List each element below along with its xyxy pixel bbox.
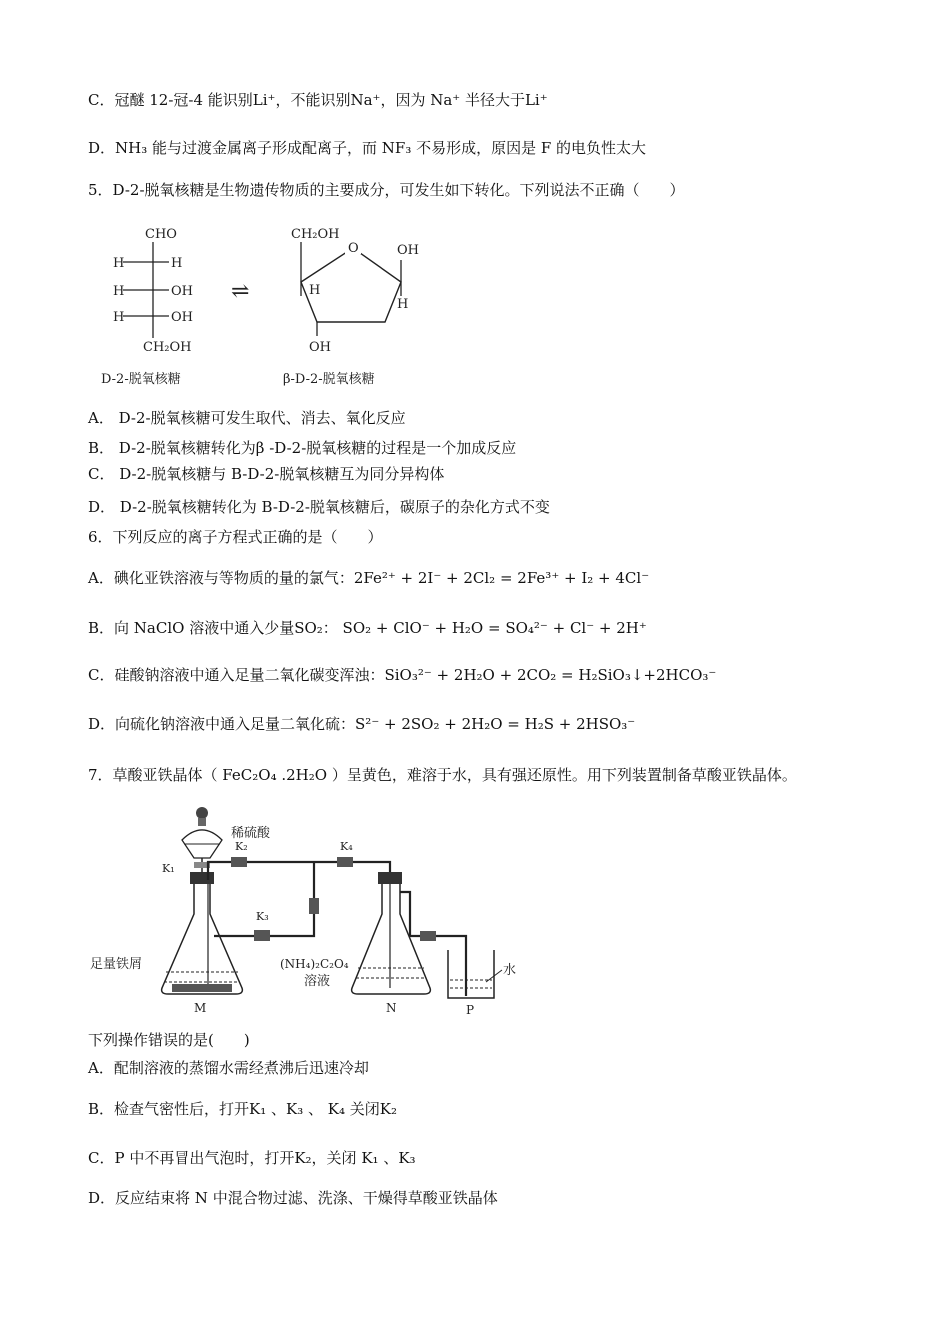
q6-option-d: D．向硫化钠溶液中通入足量二氧化硫：S²⁻ + 2SO₂ + 2H₂O = H₂S + 2HSO₃⁻ (88, 715, 636, 733)
fischer-h4: H (113, 310, 125, 325)
fischer-oh3: OH (171, 284, 193, 299)
ring-oxygen: O (348, 241, 359, 256)
q7-stem: 7．草酸亚铁晶体（ FeC₂O₄ .2H₂O ）呈黄色，难溶于水，具有强还原性。用下列装置制备草酸亚铁晶体。 (88, 766, 797, 784)
fischer-h3: H (113, 284, 125, 299)
q6-stem: 6．下列反应的离子方程式正确的是（ ） (88, 528, 383, 546)
q7-option-d: D．反应结束将 N 中混合物过滤、洗涤、干燥得草酸亚铁晶体 (88, 1189, 498, 1207)
q4-option-d: D．NH₃ 能与过渡金属离子形成配离子，而 NF₃ 不易形成，原因是 F 的电负性太大 (88, 139, 647, 157)
label-iron-filings: 足量铁屑 (90, 957, 143, 972)
label-m: M (194, 1001, 207, 1015)
q6-option-a: A．碘化亚铁溶液与等物质的量的氯气：2Fe²⁺ + 2I⁻ + 2Cl₂ = 2Fe³⁺ + I₂ + 4Cl⁻ (88, 569, 650, 587)
label-p: P (466, 1003, 475, 1017)
caption-beta-d2-deoxyribose: β-D-2-脱氧核糖 (283, 372, 375, 387)
q7-option-c: C．P 中不再冒出气泡时，打开K₂，关闭 K₁ 、K₃ (88, 1149, 416, 1167)
ring-h-right: H (397, 297, 409, 312)
q5-option-d: D． D-2-脱氧核糖转化为 B-D-2-脱氧核糖后，碳原子的杂化方式不变 (88, 498, 550, 516)
label-k1: K₁ (162, 862, 175, 875)
fischer-h1: H (113, 256, 125, 271)
ring-h-left: H (309, 283, 321, 298)
label-n: N (386, 1001, 397, 1015)
caption-d2-deoxyribose: D-2-脱氧核糖 (101, 372, 181, 387)
q5-option-b: B． D-2-脱氧核糖转化为β -D-2-脱氧核糖的过程是一个加成反应 (88, 439, 517, 457)
label-k3: K₃ (256, 910, 269, 923)
ring-oh-bottom: OH (309, 340, 331, 355)
label-dilute-sulfuric-acid: 稀硫酸 (231, 826, 271, 841)
q7-option-a: A．配制溶液的蒸馏水需经煮沸后迅速冷却 (88, 1059, 369, 1077)
q5-option-a: A． D-2-脱氧核糖可发生取代、消去、氧化反应 (88, 409, 406, 427)
label-solution: 溶液 (304, 974, 331, 989)
fischer-oh4: OH (171, 310, 193, 325)
q5-option-c: C． D-2-脱氧核糖与 B-D-2-脱氧核糖互为同分异构体 (88, 465, 445, 483)
q5-stem: 5．D-2-脱氧核糖是生物遗传物质的主要成分，可发生如下转化。下列说法不正确（ ） (88, 181, 685, 199)
label-k2: K₂ (235, 840, 248, 853)
fischer-ch2oh: CH₂OH (143, 340, 192, 355)
q7-question: 下列操作错误的是( ) (88, 1031, 250, 1049)
q6-option-b: B．向 NaClO 溶液中通入少量SO₂： SO₂ + ClO⁻ + H₂O = SO₄²⁻ + Cl⁻ + 2H⁺ (88, 619, 647, 637)
deoxyribose-figure (95, 220, 425, 392)
label-k4: K₄ (340, 840, 353, 853)
ring-ch2oh: CH₂OH (291, 227, 340, 242)
q4-option-c: C．冠醚 12-冠-4 能识别Li⁺，不能识别Na⁺，因为 Na⁺ 半径大于Li⁺ (88, 91, 548, 109)
apparatus-figure (90, 802, 520, 1020)
ring-oh-right: OH (397, 243, 419, 258)
label-water: 水 (503, 963, 517, 978)
equilibrium-arrow: ⇌ (231, 279, 250, 304)
q7-option-b: B．检查气密性后，打开K₁ 、K₃ 、 K₄ 关闭K₂ (88, 1100, 397, 1118)
label-ammonium-oxalate: (NH₄)₂C₂O₄ (280, 957, 349, 971)
fischer-h2: H (171, 256, 183, 271)
q6-option-c: C．硅酸钠溶液中通入足量二氧化碳变浑浊：SiO₃²⁻ + 2H₂O + 2CO₂ = H₂SiO₃↓+2HCO₃⁻ (88, 666, 717, 684)
fischer-cho: CHO (145, 227, 177, 242)
